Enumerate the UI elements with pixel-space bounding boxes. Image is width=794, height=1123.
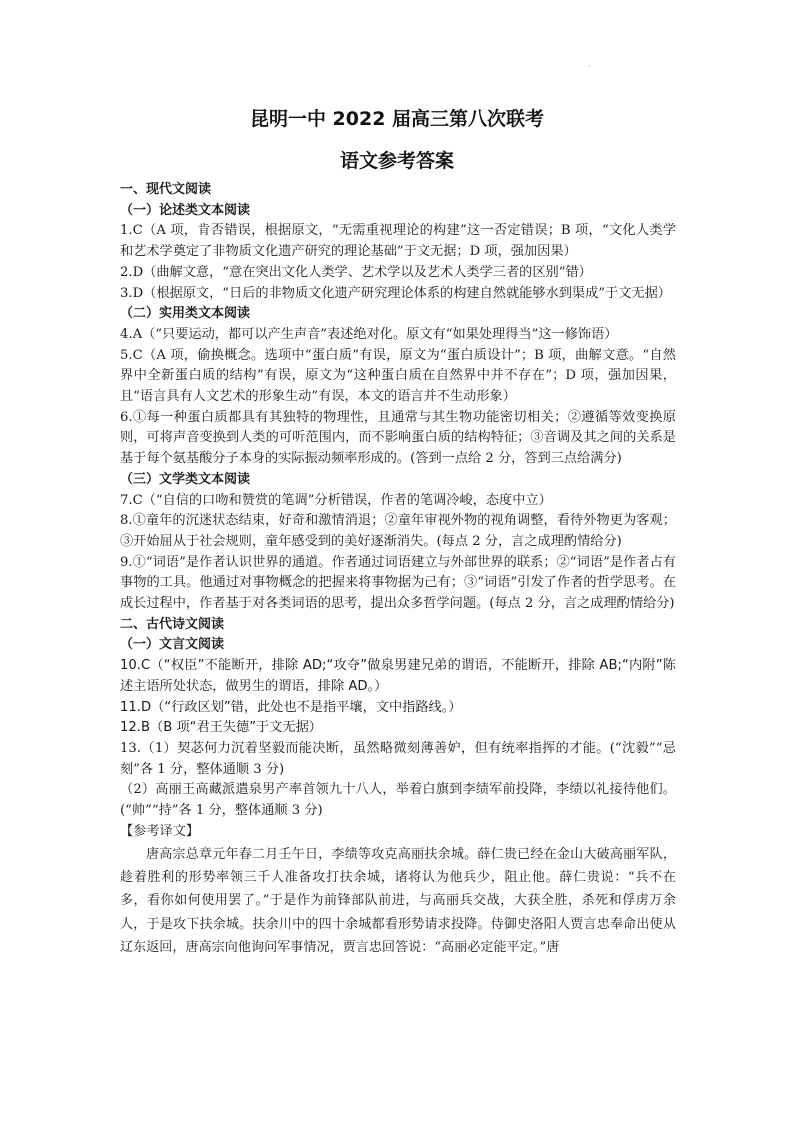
- answer-q4: 4.A（“只要运动，都可以产生声音”表述绝对化。原文有“如果处理得当”这一修饰语）: [120, 326, 618, 342]
- answer-q13-part1: 13.（1）契苾何力沉着坚毅而能决断，虽然略微刻薄善妒，但有统率指挥的才能。(“沈毅”“忌刻”各 1 分，整体通顺 3 分): [120, 740, 676, 777]
- answer-q3: 3.D（根据原文，“日后的非物质文化遗产研究理论体系的构建自然就能够水到渠成”于文无据）: [120, 285, 671, 301]
- subsection-heading-argumentative: （一）论述类文本阅读: [120, 202, 251, 218]
- document-subtitle: 语文参考答案: [339, 150, 454, 172]
- subsection-heading-literary: （三）文学类文本阅读: [120, 471, 251, 487]
- subsection-heading-practical: （二）实用类文本阅读: [120, 306, 251, 322]
- answer-q12: 12.B（B 项“君王失德”于文无据）: [120, 720, 322, 736]
- answer-content: [120, 180, 676, 960]
- answer-q10: 10.C（“权臣”不能断开，排除 AD;“攻夺”做泉男建兄弟的谓语，不能断开，排除 AB;“内附”陈述主语所处状态，做男生的谓语，排除 AD。）: [120, 658, 676, 694]
- section-heading-classical-reading: 二、古代诗文阅读: [120, 616, 225, 632]
- reference-translation-text: 唐高宗总章元年春二月壬午日，李绩等攻克高丽扶余城。薛仁贵已经在金山大破高丽军队，趁着胜利的形势率领三千人准备攻打扶余城，诸将认为他兵少，阻止他。薛仁贵说：“兵不在多，看你如何使用罢了。”于是作为前锋部队前进，与高丽兵交战，大获全胜，杀死和俘虏万余人，于是攻下扶余城。扶余川中的四十余城都看形势请求投降。侍御史洛阳人贾言忠奉命出使从辽东返回，唐高宗向他询问军事情况，贾言忠回答说：“高丽必定能平定。”唐: [120, 846, 676, 956]
- answer-q9: 9.①“词语”是作者认识世界的通道。作者通过词语建立与外部世界的联系；②“词语”是作者占有事物的工具。他通过对事物概念的把握来将事物据为己有；③“词语”引发了作者的哲学思考。在成长过程中，作者基于对各类词语的思考，提出众多哲学问题。(每点 2 分，言之成理酌情给分): [120, 554, 676, 612]
- answer-q5: 5.C（A 项，偷换概念。选项中“蛋白质”有误，原文为“蛋白质设计”；B 项，曲解文意。“自然界中全新蛋白质的结构”有误，原文为“这种蛋白质在自然界中并不存在”；D 项，强加因果，且“语言具有人文艺术的形象生动”有误，本文的语言并不生动形象）: [120, 347, 676, 405]
- reference-translation-heading: 【参考译文】: [120, 823, 200, 839]
- answer-q6: 6.①每一种蛋白质都具有其独特的物理性，且通常与其生物功能密切相关；②遵循等效变换原则，可将声音变换到人类的可听范围内，而不影响蛋白质的结构特征；③音调及其之间的关系是基于每个氨基酸分子本身的实际振动频率形成的。(答到一点给 2 分，答到三点给满分): [120, 409, 676, 467]
- corner-mark: ·: [588, 62, 591, 71]
- answer-q11: 11.D（“行政区划”错，此处也不是指平壤，文中指路线。）: [120, 699, 462, 715]
- document-title: 昆明一中 2022 届高三第八次联考: [249, 108, 545, 130]
- section-heading-modern-reading: 一、现代文阅读: [120, 182, 212, 197]
- answer-q7: 7.C（“自信的口吻和赞赏的笔调”分析错误，作者的笔调冷峻，态度中立）: [120, 492, 552, 508]
- answer-q13-part2: （2）高丽王高藏派遣泉男产率首领九十八人，举着白旗到李绩军前投降，李绩以礼接待他们。(“帅”“持”各 1 分，整体通顺 3 分): [120, 782, 676, 819]
- answer-q2: 2.D（曲解文意，“意在突出文化人类学、艺术学以及艺术人类学三者的区别”错）: [120, 264, 592, 280]
- answer-q8: 8.①童年的沉迷状态结束，好奇和激情消退；②童年审视外物的视角调整，看待外物更为客观；③开始屈从于社会规则，童年感受到的美好逐渐消失。(每点 2 分，言之成理酌情给分): [120, 513, 676, 549]
- subsection-heading-classical-prose: （一）文言文阅读: [120, 637, 225, 653]
- answer-q1: 1.C（A 项，肯否错误，根据原文，“无需重视理论的构建”这一否定错误；B 项，“文化人类学和艺术学奠定了非物质文化遗产研究的理论基础”于文无据；D 项，强加因果）: [120, 223, 676, 260]
